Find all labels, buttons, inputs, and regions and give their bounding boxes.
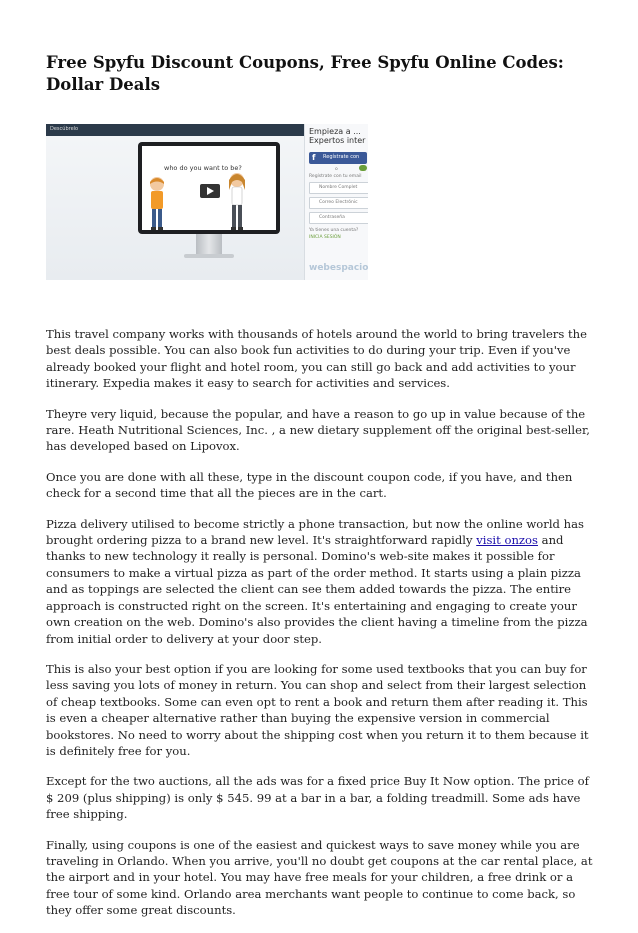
- page-title: Free Spyfu Discount Coupons, Free Spyfu Online Codes: Dollar Deals: [46, 53, 564, 94]
- monitor-base: [184, 254, 234, 258]
- paragraph-4-before: Pizza delivery utilised to become strictly a phone transaction, but now the online world has brought ordering pizza to a brand new level. It's straightforward rapidly: [46, 516, 584, 548]
- go-icon: [359, 165, 367, 171]
- paragraph-4: [46, 516, 598, 647]
- signup-panel: [304, 124, 368, 280]
- play-icon: [200, 184, 220, 198]
- screen-question: who do you want to be?: [164, 164, 242, 172]
- terms-line1: Ya tienes una cuenta?: [309, 228, 359, 233]
- hero-image: [46, 124, 368, 280]
- name-field[interactable]: [309, 182, 368, 194]
- signup-heading: [309, 127, 365, 145]
- facebook-icon: f: [312, 153, 316, 162]
- paragraph-7: Finally, using coupons is one of the easiest and quickest ways to save money while you are traveling in Orlando. When you arrive, you'll no doubt get coupons at the car rental place, at the airport and in your hotel. You may have free meals for your children, a free drink or a free tour of some kind. Orlando area merchants want people to continue to come back, so they offer some great discounts.: [46, 837, 593, 918]
- paragraph-1: This travel company works with thousands of hotels around the world to bring travelers the best deals possible. You can also book fun activities to do during your trip. Even if you've already booked your flight and hotel room, you can still go back and add activities to your itinerary. Expedia makes it easy to search for activities and services.: [46, 327, 587, 391]
- name-field-placeholder: Nombre Complet: [319, 185, 358, 190]
- paragraph-6: Except for the two auctions, all the ads was for a fixed price Buy It Now option. The price of $ 209 (plus shipping) is only $ 545. 99 at a bar in a bar, a folding treadmill. Some ads have free shipping.: [46, 774, 589, 822]
- or-label: o: [335, 167, 338, 172]
- register-email-label: Regístrate con tu email: [309, 174, 362, 179]
- girl-figure-icon: [226, 172, 248, 234]
- email-field-placeholder: Correo Electrónic: [319, 200, 358, 205]
- article-body: [46, 326, 598, 933]
- paragraph-4-after: and thanks to new technology it really is personal. Domino's web-site makes it possible for consumers to make a virtual pizza as part of the order method. It starts using a plain pizza and as toppings are selected the client can see them added towards the pizza. The entire approach is constructed right on the screen. It's entertaining and engaging to create your own creation on the web. Domino's also provides the client having a timeline from the pizza from initial order to delivery at your door step.: [46, 533, 588, 646]
- facebook-signup-label: Regístrate con: [323, 154, 360, 160]
- password-field-placeholder: Contraseña: [319, 215, 345, 220]
- monitor-stand: [196, 234, 222, 256]
- password-field[interactable]: [309, 212, 368, 224]
- facebook-signup-button[interactable]: [309, 152, 367, 164]
- email-field[interactable]: [309, 197, 368, 209]
- visit-onzos-link[interactable]: visit onzos: [476, 533, 538, 548]
- signup-heading-line1: Empieza a ...: [309, 127, 361, 136]
- signup-heading-line2: Expertos inter: [309, 136, 366, 145]
- paragraph-3: Once you are done with all these, type in the discount coupon code, if you have, and then check for a second time that all the pieces are in the cart.: [46, 469, 573, 501]
- brand-watermark: webespacio: [309, 263, 368, 273]
- paragraph-5: This is also your best option if you are looking for some used textbooks that you can buy for less saving you lots of money in return. You can shop and select from their largest selection of cheap textbooks. Some can even opt to rent a book and return them after reading it. This is even a cheaper alternative rather than buying the expensive version in commercial bookstores. No need to worry about the shipping cost when you return it to them because it is definitely free for you.: [46, 661, 589, 758]
- paragraph-2: Theyre very liquid, because the popular, and have a reason to go up in value because of the rare. Heath Nutritional Sciences, Inc. , a new dietary supplement off the original best-seller, has developed based on Lipovox.: [46, 406, 590, 454]
- hero-topbar-tag: Descúbrelo: [50, 126, 79, 132]
- login-link[interactable]: INICIA SESIÓN: [309, 235, 341, 240]
- boy-figure-icon: [146, 176, 168, 232]
